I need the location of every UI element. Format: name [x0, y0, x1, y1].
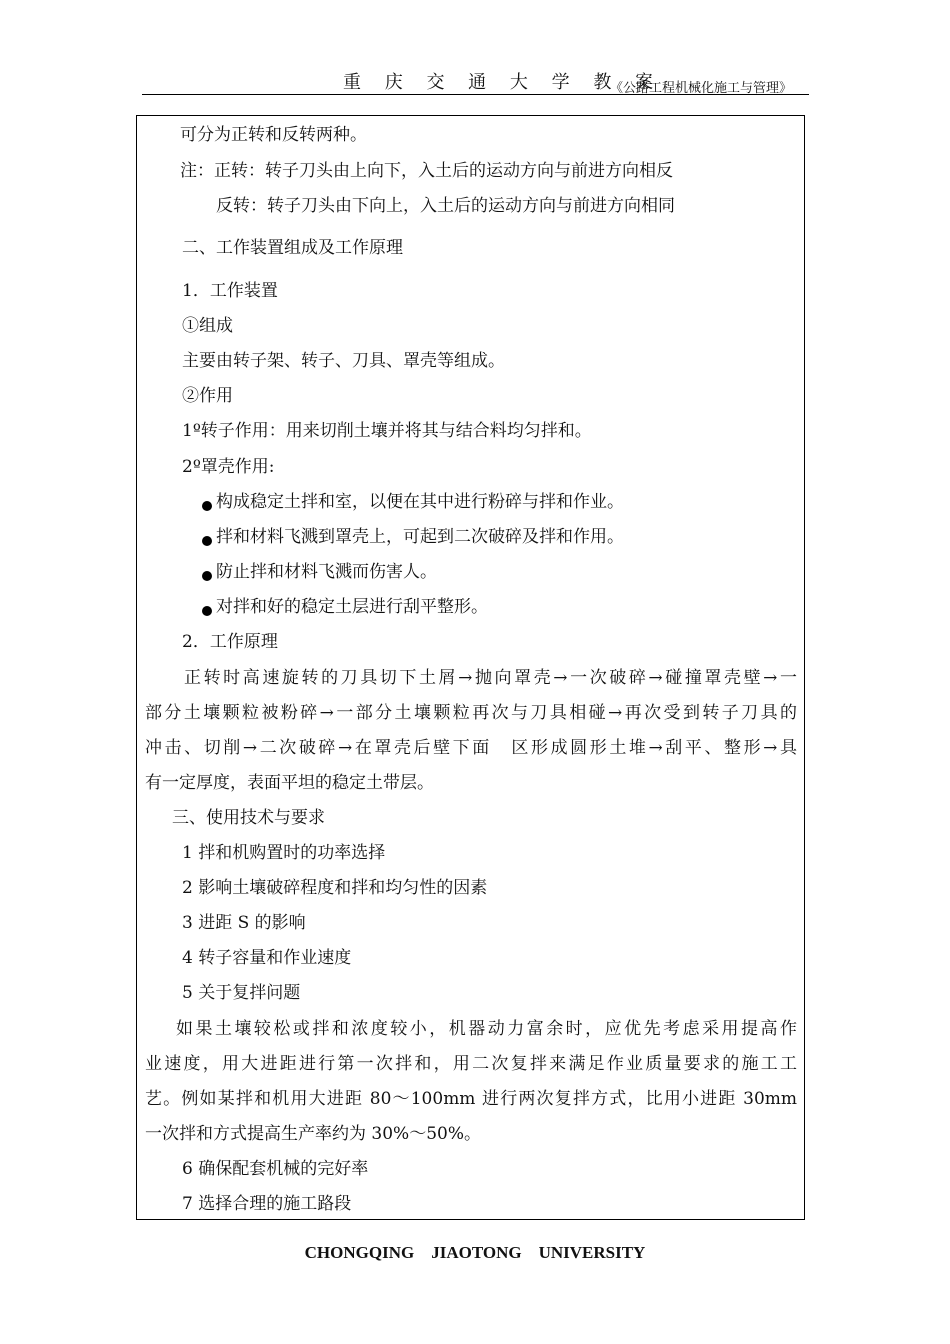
bullet-icon — [202, 571, 212, 581]
tech-item-5: 5 关于复拌问题 — [182, 983, 301, 1003]
line-intro: 可分为正转和反转两种。 — [180, 125, 367, 145]
composition-text: 主要由转子架、转子、刀具、罩壳等组成。 — [182, 351, 505, 371]
header-course-title: 《公路工程机械化施工与管理》 — [610, 81, 793, 96]
subheading-2: 2．工作原理 — [182, 632, 278, 652]
footer-university-name: CHONGQING JIAOTONG UNIVERSITY — [304, 1243, 646, 1262]
tech-item-6: 6 确保配套机械的完好率 — [182, 1159, 369, 1179]
rebend-paragraph-line: 如果土壤较松或拌和浓度较小，机器动力富余时，应优先考虑采用提高作 — [176, 1019, 797, 1039]
hood-function-heading: 2º罩壳作用: — [182, 457, 275, 477]
bullet-item: 对拌和好的稳定土层进行刮平整形。 — [202, 597, 488, 617]
section-heading-3: 三、使用技术与要求 — [172, 808, 325, 828]
rebend-paragraph-line: 业速度，用大进距进行第一次拌和，用二次复拌来满足作业质量要求的施工工 — [145, 1054, 797, 1074]
note-forward: 注：正转：转子刀头由上向下，入土后的运动方向与前进方向相反 — [180, 161, 673, 181]
bullet-icon — [202, 501, 212, 511]
bullet-item: 拌和材料飞溅到罩壳上，可起到二次破碎及拌和作用。 — [202, 527, 624, 547]
principle-paragraph-line: 部分土壤颗粒被粉碎→一部分土壤颗粒再次与刀具相碰→再次受到转子刀具的 — [145, 703, 797, 723]
bullet-item: 防止拌和材料飞溅而伤害人。 — [202, 562, 437, 582]
rebend-paragraph-line: 一次拌和方式提高生产率约为 30%～50%。 — [145, 1124, 481, 1144]
bullet-icon — [202, 536, 212, 546]
bullet-icon — [202, 606, 212, 616]
item-composition: ①组成 — [182, 316, 233, 336]
principle-paragraph-line: 冲击、切削→二次破碎→在罩壳后壁下面 区形成圆形土堆→刮平、整形→具 — [145, 738, 797, 758]
tech-item-1: 1 拌和机购置时的功率选择 — [182, 843, 386, 863]
principle-paragraph-line: 有一定厚度，表面平坦的稳定土带层。 — [145, 773, 434, 793]
subheading-1: 1．工作装置 — [182, 281, 278, 301]
note-reverse: 反转：转子刀头由下向上，入土后的运动方向与前进方向相同 — [216, 196, 675, 216]
tech-item-7: 7 选择合理的施工路段 — [182, 1194, 352, 1214]
principle-paragraph-line: 正转时高速旋转的刀具切下土屑→抛向罩壳→一次破碎→碰撞罩壳壁→一 — [184, 668, 797, 688]
rebend-paragraph-line: 艺。例如某拌和机用大进距 80～100mm 进行两次复拌方式，比用小进距 30mm — [145, 1089, 797, 1109]
tech-item-4: 4 转子容量和作业速度 — [182, 948, 352, 968]
section-heading-2: 二、工作装置组成及工作原理 — [182, 238, 403, 258]
rotor-function: 1º转子作用：用来切削土壤并将其与结合料均匀拌和。 — [182, 421, 592, 441]
header-rule — [142, 94, 809, 95]
tech-item-2: 2 影响土壤破碎程度和拌和均匀性的因素 — [182, 878, 488, 898]
item-function: ②作用 — [182, 386, 233, 406]
tech-item-3: 3 进距 S 的影响 — [182, 913, 306, 933]
bullet-item: 构成稳定土拌和室，以便在其中进行粉碎与拌和作业。 — [202, 492, 624, 512]
header-title: 重 庆 交 通 大 学 教 案 — [343, 72, 663, 93]
